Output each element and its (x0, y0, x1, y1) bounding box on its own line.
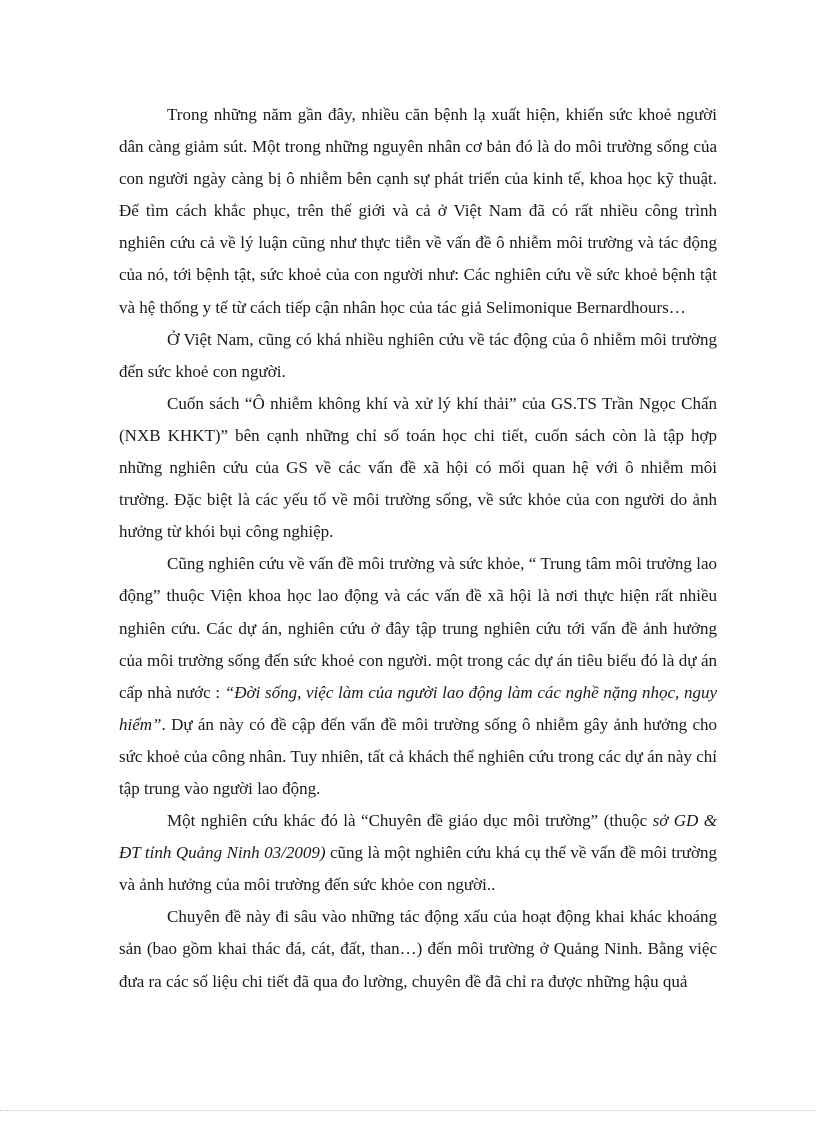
paragraph-text: Cũng nghiên cứu về vấn đề môi trường và sức khỏe, “ Trung tâm môi trường lao động” thuộc Viện khoa học lao động và các vấn đề xã hội là nơi thực hiện rất nhiều nghiên cứu. Các dự án, nghiên cứu ở đây tập trung nghiên cứu tới vấn đề ảnh hưởng của môi trường sống đến sức khoẻ con người. một trong các dự án tiêu biểu đó là dự án cấp nhà nước : (119, 554, 717, 702)
paragraph-text: . Dự án này có đề cập đến vấn đề môi trường sống ô nhiễm gây ảnh hưởng cho sức khoẻ của công nhân. Tuy nhiên, tất cả khách thể nghiên cứu trong các dự án này chỉ tập trung vào người lao động. (119, 714, 717, 798)
paragraph-text: cũng là một nghiên cứu khá cụ thể về vấn đề môi trường và ảnh hưởng của môi trường đến sức khỏe con người.. (119, 843, 717, 895)
paragraph-mining-impact: Chuyên đề này đi sâu vào những tác động xấu của hoạt động khai khác khoáng sản (bao gồm khai thác đá, cát, đất, than…) đến môi trường ở Quảng Ninh. Bằng việc đưa ra các số liệu chi tiết đã qua đo lường, chuyên đề đã chỉ ra được những hậu quả (119, 907, 717, 991)
paragraph-vietnam-research: Ở Việt Nam, cũng có khá nhiều nghiên cứu về tác động của ô nhiễm môi trường đến sức khoẻ con người. (119, 329, 717, 381)
paragraph-book-air-pollution: Cuốn sách “Ô nhiễm không khí và xử lý khí thải” của GS.TS Trần Ngọc Chấn (NXB KHKT)” bên cạnh những chỉ số toán học chi tiết, cuốn sách còn là tập hợp những nghiên cứu của GS về các vấn đề xã hội có mối quan hệ với ô nhiễm môi trường. Đặc biệt là các yếu tố về môi trường sống, về sức khỏe của con người do ảnh hưởng từ khói bụi công nghiệp. (119, 393, 717, 542)
source-citation-italic: sở GD & ĐT tỉnh Quảng Ninh 03/2009) (119, 811, 717, 863)
paragraph-labor-environment-center (119, 548, 717, 805)
page-bottom-edge (0, 1110, 816, 1111)
project-title-italic: “Đời sống, việc làm của người lao động làm các nghề nặng nhọc, nguy hiểm” (119, 682, 717, 734)
paragraph-intro: Trong những năm gần đây, nhiều căn bệnh lạ xuất hiện, khiến sức khoẻ người dân càng giảm sút. Một trong những nguyên nhân cơ bản đó là do môi trường sống của con người ngày càng bị ô nhiễm bên cạnh sự phát triển của kinh tế, khoa học kỹ thuật. Để tìm cách khắc phục, trên thế giới và cả ở Việt Nam đã có rất nhiều công trình nghiên cứu cả về lý luận cũng như thực tiễn về vấn đề ô nhiễm môi trường và tác động của nó, tới bệnh tật, sức khoẻ của con người như: Các nghiên cứu về sức khoẻ bệnh tật và hệ thống y tế từ cách tiếp cận nhân học của tác giả Selimonique Bernardhours… (119, 105, 717, 317)
paragraph-text: Một nghiên cứu khác đó là “Chuyên đề giáo dục môi trường” (thuộc (167, 811, 653, 831)
document-body (119, 99, 717, 998)
paragraph-environment-education (119, 805, 717, 901)
